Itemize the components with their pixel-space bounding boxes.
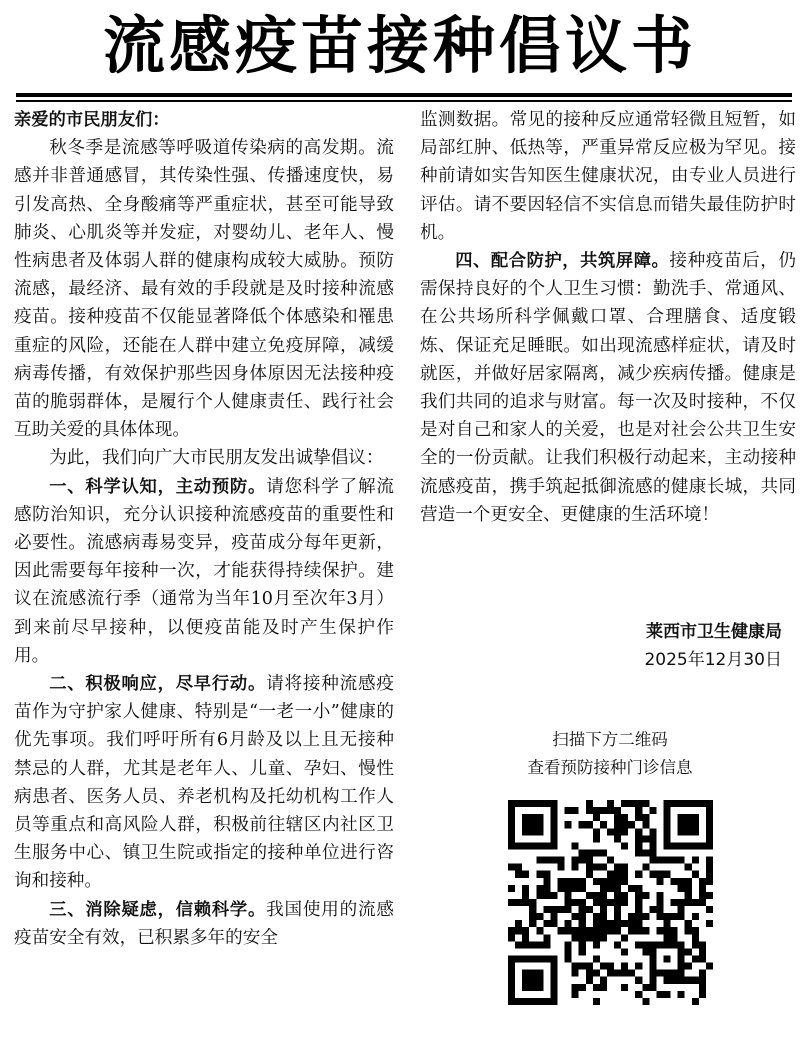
qr-caption-line-1: 扫描下方二维码 <box>552 730 668 749</box>
intro-paragraph: 秋冬季是流感等呼吸道传染病的高发期。流感并非普通感冒，其传染性强、传播速度快，易引发高热、全身酸痛等严重症状，甚至可能导致肺炎、心肌炎等并发症，对婴幼儿、老年人、慢性病患者及体弱人群的健康构成较大威胁。预防流感，最经济、最有效的手段就是及时接种流感疫苗。接种疫苗不仅能显著降低个体感染和罹患重症的风险，还能在人群中建立免疫屏障，减缓病毒传播，有效保护那些因身体原因无法接种疫苗的脆弱群体，是履行个人健康责任、践行社会互助关爱的具体体现。 <box>14 138 394 441</box>
section-3-body-start: 我国使用的流感疫苗安全有效，已积累多年的安全 <box>14 899 394 948</box>
section-1 <box>14 473 394 670</box>
section-3-heading: 三、消除疑虑，信赖科学。 <box>49 899 267 920</box>
section-3-continued: 监测数据。常见的接种反应通常轻微且短暂，如局部红肿、低热等，严重异常反应极为罕见。接种前请如实告知医生健康状况，由专业人员进行评估。请不要因轻信不实信息而错失最佳防护时机。 <box>420 110 796 243</box>
call-paragraph: 为此，我们向广大市民朋友发出诚挚倡议： <box>49 448 384 469</box>
signature-date: 2025年12月30日 <box>644 650 782 670</box>
right-column <box>420 106 796 529</box>
qr-caption <box>470 726 750 782</box>
signature-org: 莱西市卫生健康局 <box>646 622 782 642</box>
title-rule-thin <box>16 100 792 102</box>
section-2-heading: 二、积极响应，尽早行动。 <box>49 674 267 695</box>
section-1-body: 请您科学了解流感防治知识，充分认识接种流感疫苗的重要性和必要性。流感病毒易变异，疫苗成分每年更新，因此需要每年接种一次，才能获得持续保护。建议在流感流行季（通常为当年10月至次年3月）到来前尽早接种，以便疫苗能及时产生保护作用。 <box>14 476 394 666</box>
section-4-heading: 四、配合防护，共筑屏障。 <box>455 251 670 272</box>
page-title: 流感疫苗接种倡议书 <box>102 9 697 82</box>
section-2-body: 请将接种流感疫苗作为守护家人健康、特别是“一老一小”健康的优先事项。我们呼吁所有6月龄及以上且无接种禁忌的人群，尤其是老年人、儿童、孕妇、慢性病患者、医务人员、养老机构及托幼机构工作人员等重点和高风险人群，积极前往辖区内社区卫生服务中心、镇卫生院或指定的接种单位进行咨询和接种。 <box>14 674 394 892</box>
qr-code[interactable] <box>508 800 713 1005</box>
title-rule-thick <box>16 93 792 97</box>
section-2 <box>14 670 394 896</box>
section-3 <box>14 896 394 952</box>
section-1-heading: 一、科学认知，主动预防。 <box>49 476 267 497</box>
section-4 <box>420 247 796 529</box>
qr-caption-line-2: 查看预防接种门诊信息 <box>527 758 693 777</box>
left-column <box>14 106 394 952</box>
section-4-body: 接种疫苗后，仍需保持良好的个人卫生习惯：勤洗手、常通风、在公共场所科学佩戴口罩、合理膳食、适度锻炼、保证充足睡眠。如出现流感样症状，请及时就医，并做好居家隔离，减少疾病传播。健康是我们共同的追求与财富。每一次及时接种，不仅是对自己和家人的关爱，也是对社会公共卫生安全的一份贡献。让我们积极行动起来，主动接种流感疫苗，携手筑起抵御流感的健康长城，共同营造一个更安全、更健康的生活环境！ <box>420 251 796 525</box>
signature-block <box>644 618 782 674</box>
salutation: 亲爱的市民朋友们： <box>14 110 170 130</box>
